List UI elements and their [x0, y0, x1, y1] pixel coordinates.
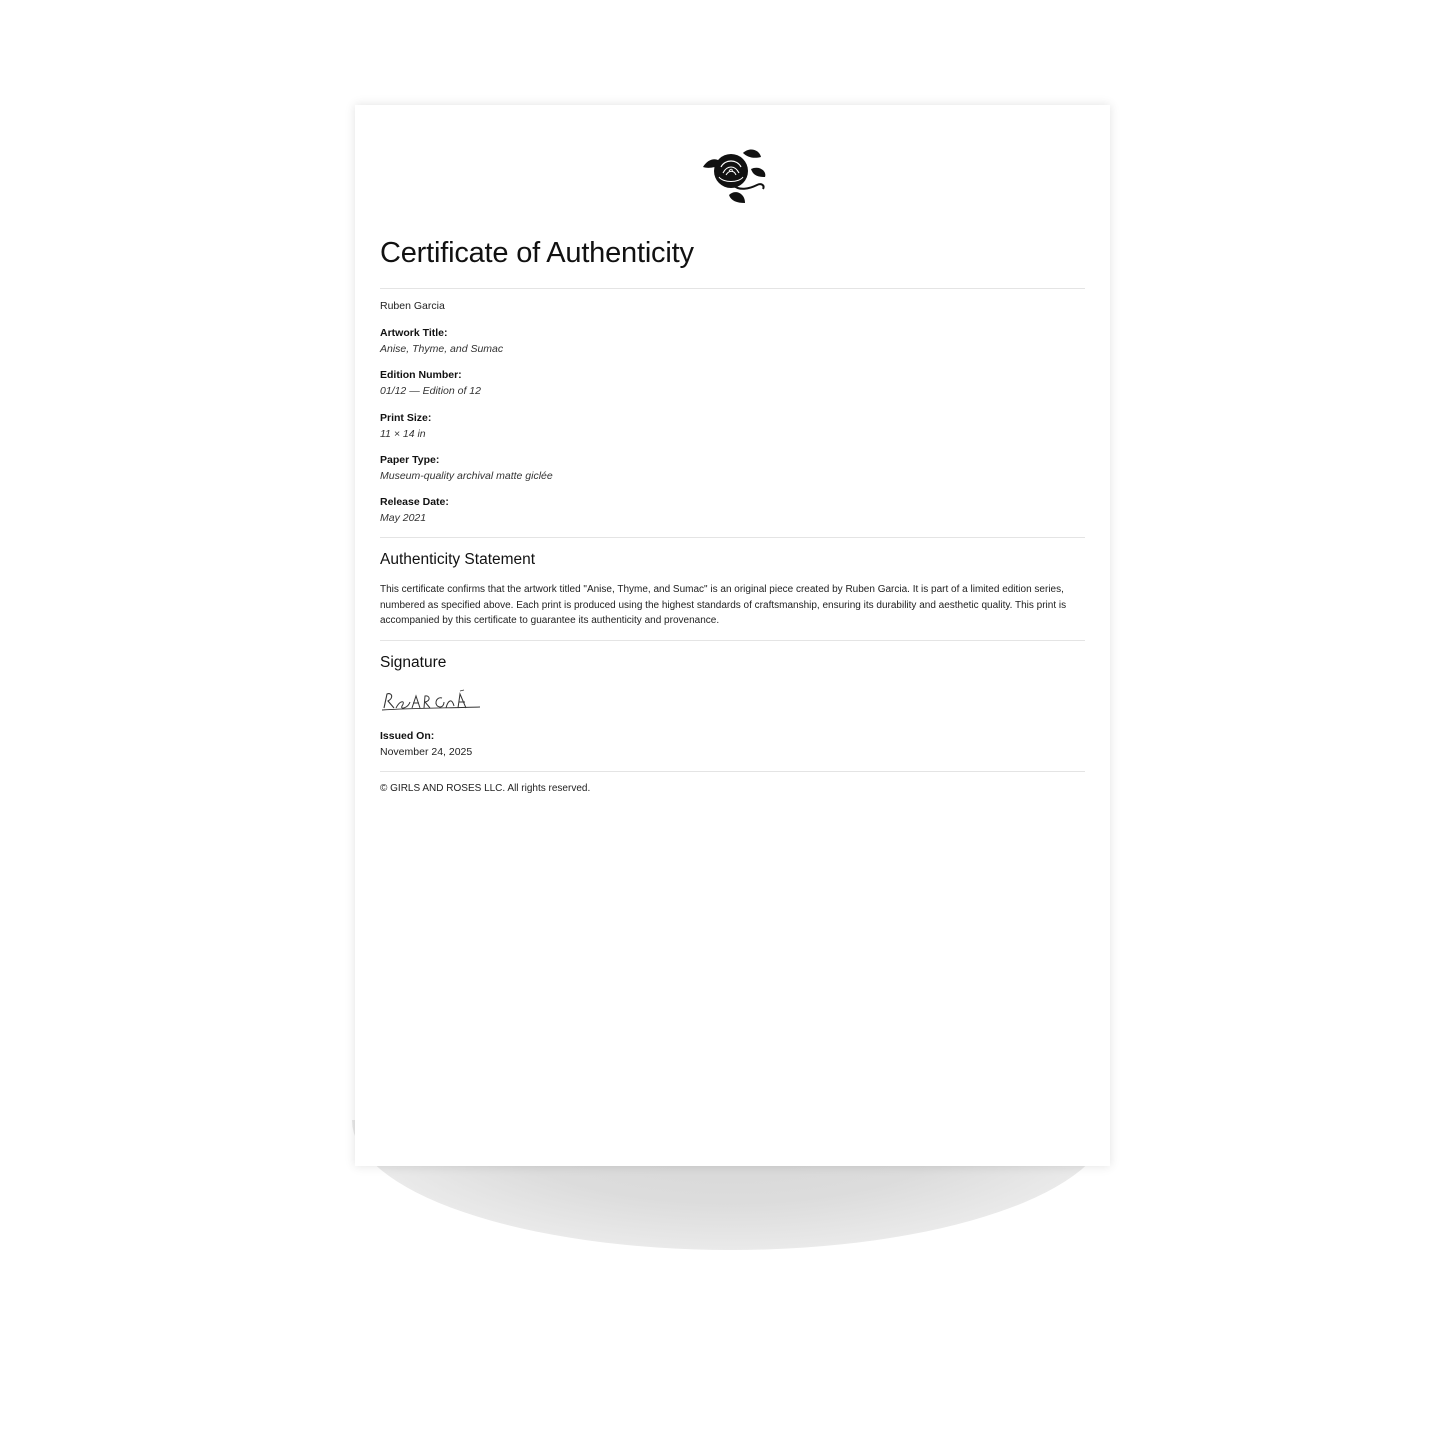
field-value: Anise, Thyme, and Sumac	[380, 343, 504, 355]
field-label: Print Size:	[380, 412, 432, 424]
field-paper-type	[380, 452, 553, 484]
divider	[380, 640, 1085, 641]
field-value: 01/12 — Edition of 12	[380, 385, 481, 397]
signature-image	[380, 686, 490, 716]
field-print-size	[380, 410, 431, 442]
field-value: Museum-quality archival matte giclée	[380, 470, 553, 482]
field-value: May 2021	[380, 512, 427, 524]
field-edition-number	[380, 367, 481, 399]
field-label: Paper Type:	[380, 454, 440, 466]
field-label: Issued On:	[380, 730, 435, 742]
footer-copyright: © GIRLS AND ROSES LLC. All rights reserved.	[380, 783, 591, 794]
issued-on	[380, 728, 472, 760]
field-label: Edition Number:	[380, 369, 462, 381]
signature-heading: Signature	[380, 654, 447, 671]
page-title: Certificate of Authenticity	[380, 237, 694, 269]
statement-text: This certificate confirms that the artwork titled "Anise, Thyme, and Sumac" is an original piece created by Ruben Garcia. It is part of a limited edition series, numbered as specified above. Each print is produced using the highest standards of craftsmanship, ensuring its durability and aesthetic quality. This print is accompanied by this certificate to guarantee its authenticity and provenance.	[380, 584, 1067, 626]
field-label: Release Date:	[380, 496, 449, 508]
field-release-date	[380, 494, 449, 526]
rose-icon	[699, 145, 769, 207]
field-value: November 24, 2025	[380, 746, 473, 758]
statement-heading: Authenticity Statement	[380, 551, 536, 568]
divider	[380, 771, 1085, 772]
artist-name: Ruben Garcia	[380, 300, 445, 312]
divider	[380, 288, 1085, 289]
divider	[380, 537, 1085, 538]
certificate-page	[355, 105, 1110, 1166]
field-artwork-title	[380, 325, 503, 357]
field-label: Artwork Title:	[380, 327, 448, 339]
field-value: 11 × 14 in	[380, 428, 426, 440]
